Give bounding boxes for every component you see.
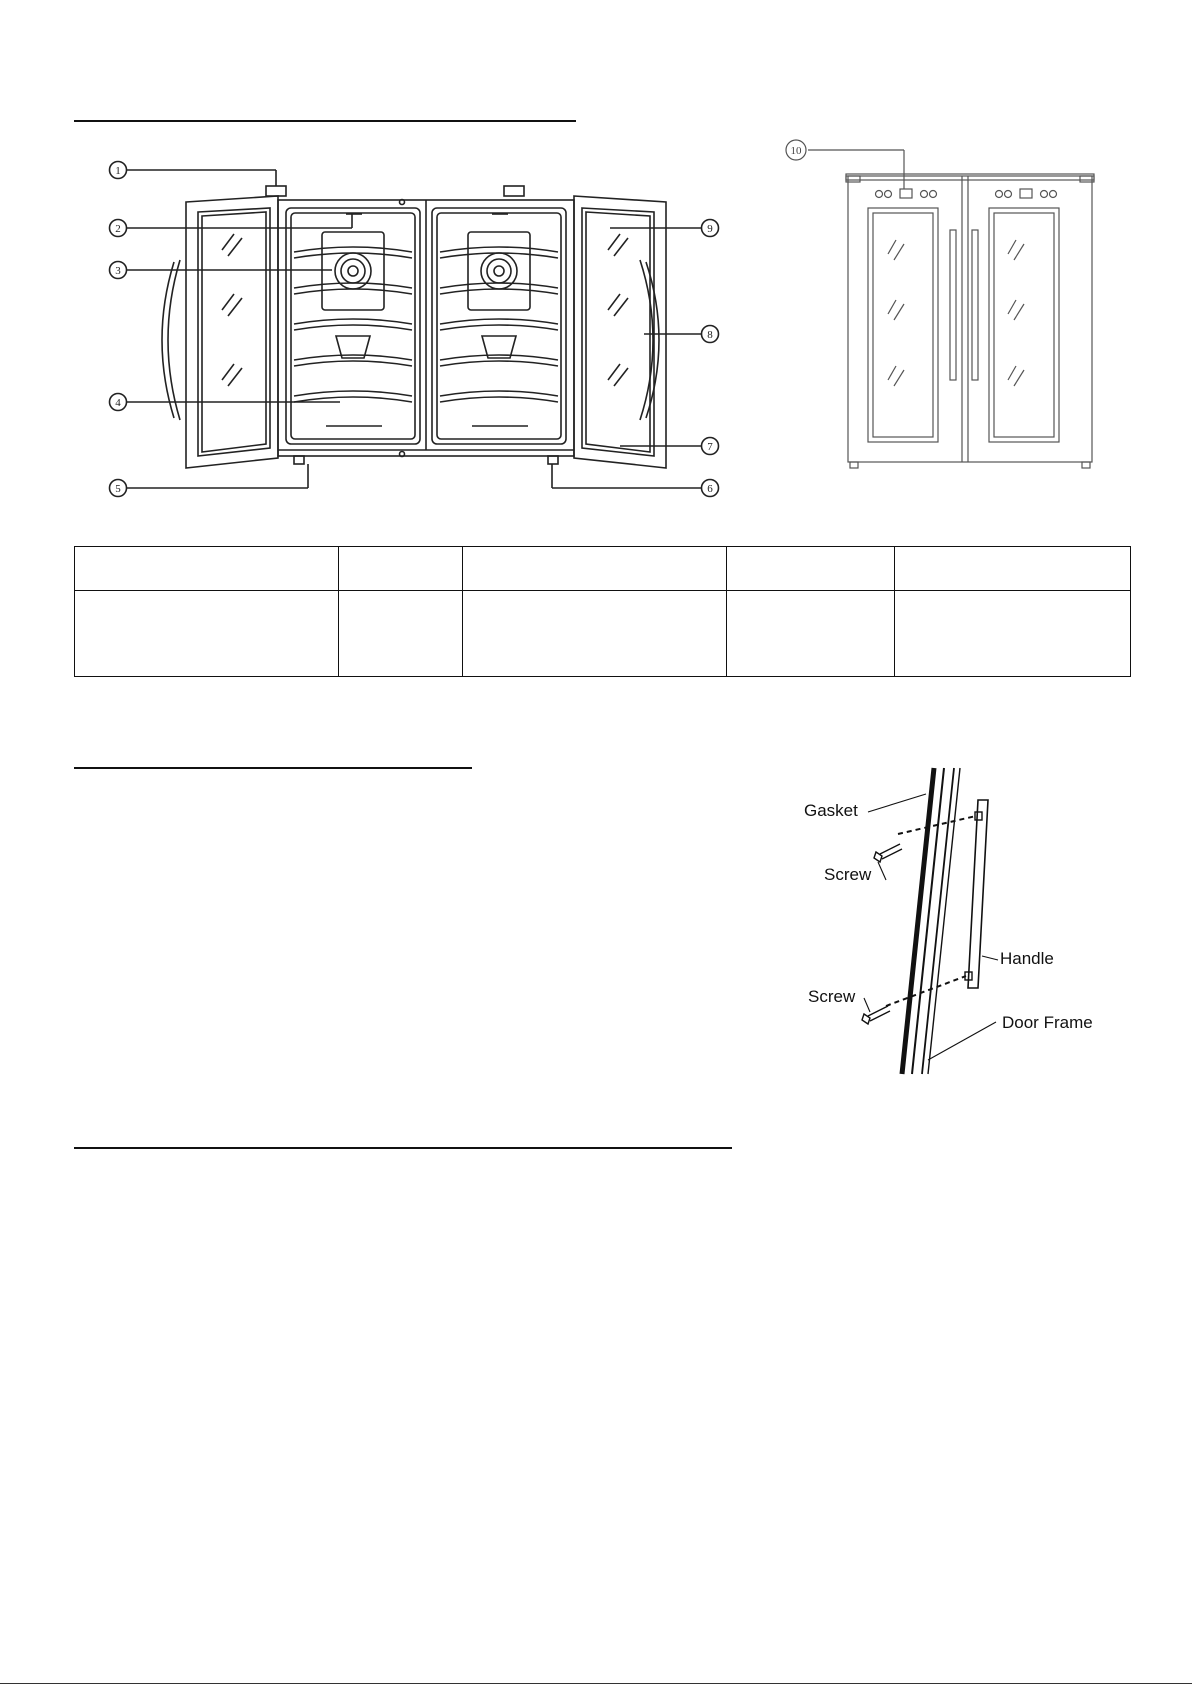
handle-installation-diagram <box>796 760 1126 1080</box>
screw-top-label: Screw <box>824 865 872 884</box>
callout-6: 6 <box>707 483 713 495</box>
callout-10: 10 <box>790 145 802 157</box>
table-cell <box>339 591 463 677</box>
callout-7: 7 <box>707 441 713 453</box>
section-1-heading-rule <box>74 120 576 122</box>
table-header-row <box>75 547 1131 591</box>
table-header-cell <box>339 547 463 591</box>
callout-8: 8 <box>707 329 713 341</box>
table-cell <box>895 591 1131 677</box>
table-cell <box>75 591 339 677</box>
gasket-label: Gasket <box>804 801 858 820</box>
section-3-heading-rule <box>74 1147 732 1149</box>
table-row <box>75 591 1131 677</box>
closed-view-diagram <box>776 136 1096 496</box>
callout-9: 9 <box>707 223 713 235</box>
front-view-diagram <box>100 150 740 510</box>
screw-bottom-label: Screw <box>808 987 856 1006</box>
section-2-heading-rule <box>74 767 472 769</box>
table-header-cell <box>463 547 727 591</box>
handle-label: Handle <box>1000 949 1054 968</box>
table-header-cell <box>895 547 1131 591</box>
callout-1: 1 <box>115 165 121 177</box>
callout-2: 2 <box>115 223 121 235</box>
table-cell <box>463 591 727 677</box>
callout-5: 5 <box>115 483 121 495</box>
spec-table <box>74 546 1131 677</box>
table-header-cell <box>75 547 339 591</box>
callout-3: 3 <box>115 265 121 277</box>
table-cell <box>727 591 895 677</box>
table-header-cell <box>727 547 895 591</box>
callout-4: 4 <box>115 397 121 409</box>
page-bottom-rule <box>0 1683 1192 1684</box>
door-frame-label: Door Frame <box>1002 1013 1093 1032</box>
